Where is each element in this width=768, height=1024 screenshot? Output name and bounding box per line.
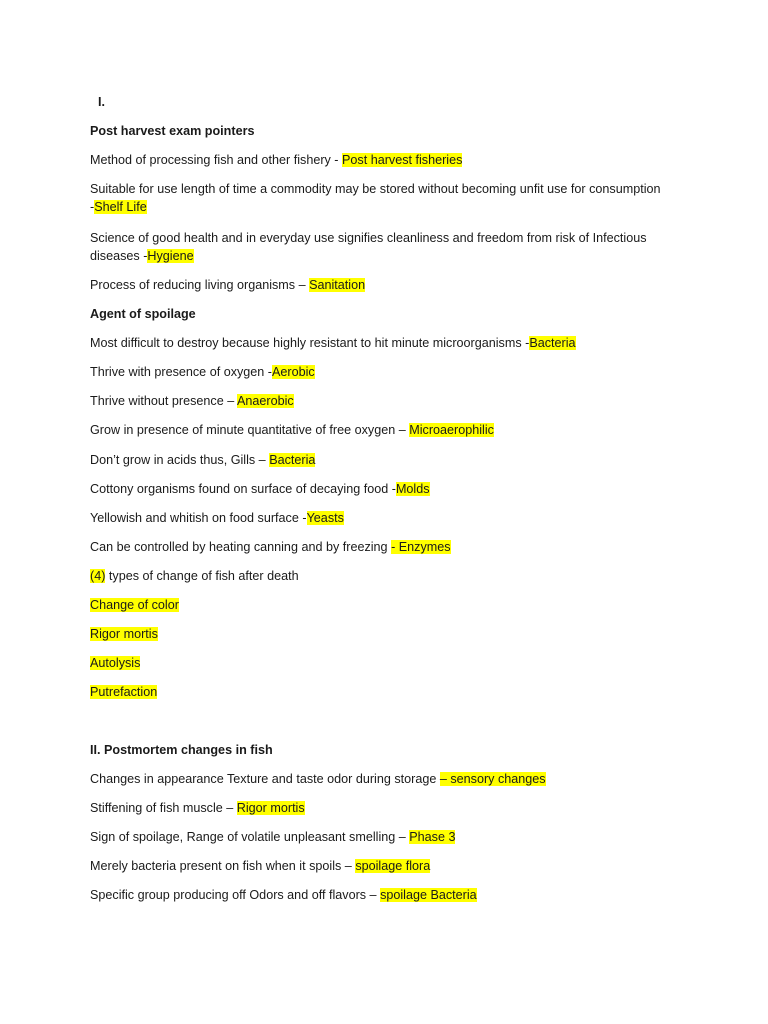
question-line [90, 230, 647, 247]
question-line [90, 152, 462, 169]
question-text: diseases - [90, 249, 148, 263]
answer-highlight: Post harvest fisheries [342, 153, 463, 167]
section-title: II. Postmortem changes in fish [90, 743, 273, 757]
question-line [90, 829, 455, 846]
answer-highlight: Bacteria [269, 453, 316, 467]
question-line [90, 452, 315, 469]
question-line [90, 335, 576, 352]
question-text: Science of good health and in everyday use signifies cleanliness and freedom from risk of Infectious [90, 231, 647, 245]
question-line-continued [90, 248, 194, 265]
question-text: Suitable for use length of time a commodity may be stored without becoming unfit use for consumption [90, 182, 661, 196]
answer-highlight: Molds [395, 482, 430, 496]
question-text: Yellowish and whitish on food surface - [90, 511, 307, 525]
answer-highlight: Change of color [90, 598, 179, 612]
list-item [90, 655, 140, 672]
section-title: Agent of spoilage [90, 307, 196, 321]
question-line [90, 771, 546, 788]
question-text: Cottony organisms found on surface of decaying food - [90, 482, 396, 496]
answer-highlight: Microaerophilic [409, 423, 494, 437]
section-number: I. [98, 95, 105, 109]
answer-highlight: – sensory changes [439, 772, 546, 786]
list-item [90, 626, 158, 643]
question-text: Can be controlled by heating canning and by freezing [90, 540, 392, 554]
question-line-continued [90, 199, 147, 216]
question-line [90, 568, 299, 585]
answer-highlight: spoilage Bacteria [380, 888, 477, 902]
answer-highlight: Anaerobic [237, 394, 294, 408]
list-item [90, 684, 157, 701]
question-line [90, 364, 315, 381]
answer-highlight: Shelf Life [94, 200, 147, 214]
answer-highlight: Aerobic [272, 365, 315, 379]
answer-highlight: Rigor mortis [90, 627, 158, 641]
answer-highlight: spoilage flora [355, 859, 431, 873]
question-text: Grow in presence of minute quantitative of free oxygen – [90, 423, 410, 437]
answer-highlight: Putrefaction [90, 685, 158, 699]
answer-highlight: Yeasts [306, 511, 344, 525]
question-line [90, 181, 661, 198]
count-highlight: (4) [90, 569, 106, 583]
question-text: types of change of fish after death [105, 569, 299, 583]
question-text: - [90, 200, 95, 214]
question-line [90, 277, 365, 294]
question-text: Most difficult to destroy because highly resistant to hit minute microorganisms - [90, 336, 530, 350]
question-text: Merely bacteria present on fish when it spoils – [90, 859, 356, 873]
question-line [90, 887, 477, 904]
list-item [90, 597, 179, 614]
question-text: Changes in appearance Texture and taste odor during storage [90, 772, 440, 786]
section-title: Post harvest exam pointers [90, 124, 255, 138]
question-text: Method of processing fish and other fishery - [90, 153, 343, 167]
answer-highlight: Sanitation [309, 278, 366, 292]
question-line [90, 393, 294, 410]
question-text: Process of reducing living organisms – [90, 278, 310, 292]
question-text: Don’t grow in acids thus, Gills – [90, 453, 270, 467]
question-line [90, 858, 430, 875]
question-text: Thrive without presence – [90, 394, 238, 408]
answer-highlight: Bacteria [529, 336, 576, 350]
answer-highlight: Rigor mortis [236, 801, 305, 815]
question-text: Stiffening of fish muscle – [90, 801, 237, 815]
question-line [90, 422, 494, 439]
answer-highlight: Autolysis [90, 656, 141, 670]
question-line [90, 539, 451, 556]
question-text: Specific group producing off Odors and off flavors – [90, 888, 381, 902]
answer-highlight: Hygiene [147, 249, 194, 263]
question-text: Thrive with presence of oxygen - [90, 365, 272, 379]
question-line [90, 481, 430, 498]
answer-highlight: - Enzymes [391, 540, 451, 554]
question-line [90, 800, 305, 817]
question-line [90, 510, 344, 527]
question-text: Sign of spoilage, Range of volatile unpleasant smelling – [90, 830, 410, 844]
answer-highlight: Phase 3 [409, 830, 456, 844]
